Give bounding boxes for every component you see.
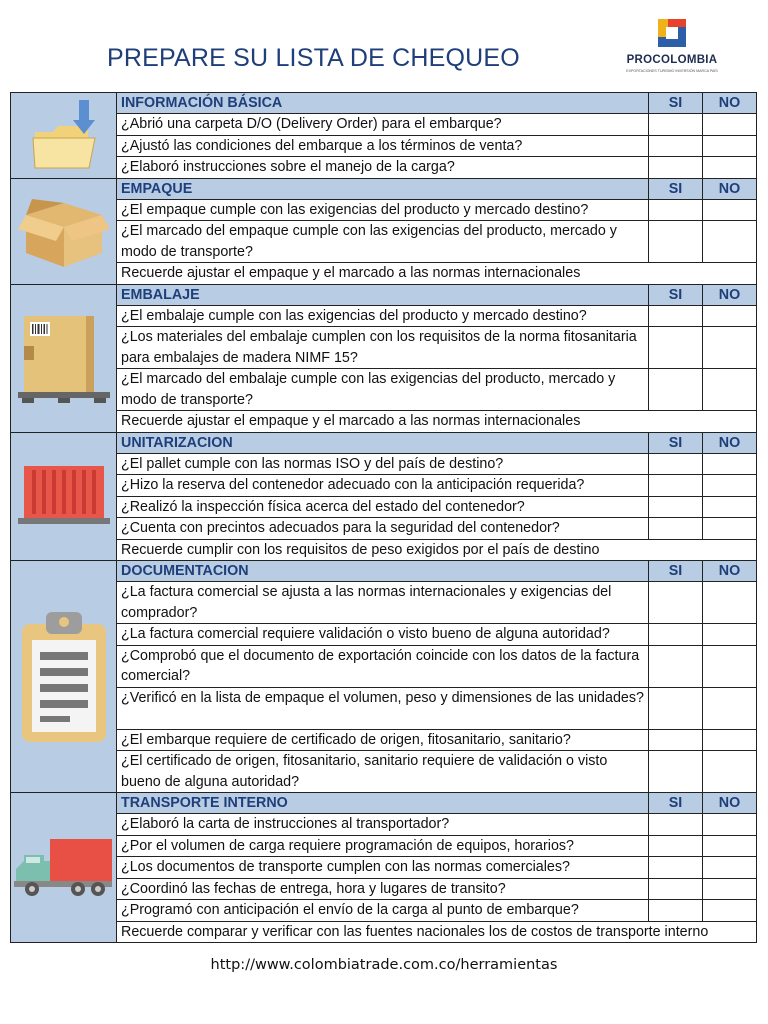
- si-checkbox-cell[interactable]: [649, 327, 703, 369]
- si-checkbox-cell[interactable]: [649, 751, 703, 793]
- question-row: [11, 221, 757, 263]
- si-checkbox-cell[interactable]: [649, 645, 703, 687]
- question-row: [11, 751, 757, 793]
- no-checkbox-cell[interactable]: [703, 135, 757, 157]
- si-column-header: SI: [649, 432, 703, 453]
- question-text: ¿Programó con anticipación el envío de la carga al punto de embarque?: [117, 900, 649, 922]
- no-column-header: NO: [703, 793, 757, 814]
- question-row: [11, 582, 757, 624]
- no-checkbox-cell[interactable]: [703, 835, 757, 857]
- section-header: [11, 561, 757, 582]
- question-text: ¿El certificado de origen, fitosanitario, sanitario requiere de validación o visto bueno de alguna autoridad?: [117, 751, 649, 793]
- section-header: [11, 793, 757, 814]
- question-text: ¿Abrió una carpeta D/O (Delivery Order) para el embarque?: [117, 114, 649, 136]
- section-title: INFORMACIÓN BÁSICA: [117, 93, 649, 114]
- si-checkbox-cell[interactable]: [649, 687, 703, 729]
- checklist-table: [10, 92, 757, 943]
- reminder-text: Recuerde cumplir con los requisitos de peso exigidos por el país de destino: [117, 539, 757, 561]
- si-checkbox-cell[interactable]: [649, 835, 703, 857]
- no-checkbox-cell[interactable]: [703, 729, 757, 751]
- no-column-header: NO: [703, 178, 757, 199]
- si-checkbox-cell[interactable]: [649, 814, 703, 836]
- section-title: EMBALAJE: [117, 284, 649, 305]
- si-checkbox-cell[interactable]: [649, 114, 703, 136]
- no-checkbox-cell[interactable]: [703, 369, 757, 411]
- no-checkbox-cell[interactable]: [703, 157, 757, 179]
- question-text: ¿Hizo la reserva del contenedor adecuado con la anticipación requerida?: [117, 475, 649, 497]
- question-row: [11, 645, 757, 687]
- question-row: [11, 900, 757, 922]
- reminder-row: [11, 921, 757, 943]
- reminder-row: [11, 263, 757, 285]
- question-text: ¿Ajustó las condiciones del embarque a los términos de venta?: [117, 135, 649, 157]
- si-checkbox-cell[interactable]: [649, 305, 703, 327]
- question-row: [11, 624, 757, 646]
- question-row: [11, 518, 757, 540]
- si-checkbox-cell[interactable]: [649, 157, 703, 179]
- si-column-header: SI: [649, 561, 703, 582]
- section-title: TRANSPORTE INTERNO: [117, 793, 649, 814]
- no-checkbox-cell[interactable]: [703, 645, 757, 687]
- question-row: [11, 835, 757, 857]
- question-text: ¿Los documentos de transporte cumplen con las normas comerciales?: [117, 857, 649, 879]
- procolombia-logo: [620, 17, 730, 77]
- no-checkbox-cell[interactable]: [703, 305, 757, 327]
- no-checkbox-cell[interactable]: [703, 857, 757, 879]
- question-text: ¿La factura comercial requiere validación o visto bueno de alguna autoridad?: [117, 624, 649, 646]
- question-row: [11, 305, 757, 327]
- question-row: [11, 729, 757, 751]
- no-checkbox-cell[interactable]: [703, 582, 757, 624]
- no-checkbox-cell[interactable]: [703, 475, 757, 497]
- no-column-header: NO: [703, 432, 757, 453]
- logo-tagline: EXPORTACIONES TURISMO INVERSIÓN MARCA PAÍS: [626, 69, 718, 73]
- section-title: EMPAQUE: [117, 178, 649, 199]
- no-checkbox-cell[interactable]: [703, 199, 757, 221]
- question-text: ¿Por el volumen de carga requiere programación de equipos, horarios?: [117, 835, 649, 857]
- open-box-icon: [11, 178, 117, 284]
- section-header: [11, 284, 757, 305]
- si-checkbox-cell[interactable]: [649, 475, 703, 497]
- question-row: [11, 114, 757, 136]
- question-row: [11, 453, 757, 475]
- question-text: ¿La factura comercial se ajusta a las normas internacionales y exigencias del comprador?: [117, 582, 649, 624]
- question-row: [11, 135, 757, 157]
- no-checkbox-cell[interactable]: [703, 327, 757, 369]
- question-row: [11, 687, 757, 729]
- no-checkbox-cell[interactable]: [703, 814, 757, 836]
- question-text: ¿Los materiales del embalaje cumplen con los requisitos de la norma fitosanitaria para embalajes de madera NIMF 15?: [117, 327, 649, 369]
- si-checkbox-cell[interactable]: [649, 369, 703, 411]
- si-checkbox-cell[interactable]: [649, 221, 703, 263]
- question-row: [11, 496, 757, 518]
- question-text: ¿Realizó la inspección física acerca del estado del contenedor?: [117, 496, 649, 518]
- question-text: ¿Comprobó que el documento de exportación coincide con los datos de la factura comercial?: [117, 645, 649, 687]
- procolombia-logo-icon: [656, 17, 688, 49]
- no-column-header: NO: [703, 284, 757, 305]
- reminder-text: Recuerde comparar y verificar con las fuentes nacionales los de costos de transporte interno: [117, 921, 757, 943]
- question-text: ¿El embarque requiere de certificado de origen, fitosanitario, sanitario?: [117, 729, 649, 751]
- si-checkbox-cell[interactable]: [649, 496, 703, 518]
- question-text: ¿Elaboró la carta de instrucciones al transportador?: [117, 814, 649, 836]
- question-text: ¿El empaque cumple con las exigencias del producto y mercado destino?: [117, 199, 649, 221]
- question-text: ¿Cuenta con precintos adecuados para la seguridad del contenedor?: [117, 518, 649, 540]
- no-checkbox-cell[interactable]: [703, 624, 757, 646]
- si-checkbox-cell[interactable]: [649, 857, 703, 879]
- question-text: ¿El pallet cumple con las normas ISO y del país de destino?: [117, 453, 649, 475]
- no-checkbox-cell[interactable]: [703, 687, 757, 729]
- question-row: [11, 878, 757, 900]
- question-text: ¿El marcado del empaque cumple con las exigencias del producto, mercado y modo de transporte?: [117, 221, 649, 263]
- shipping-container-icon: [11, 432, 117, 561]
- si-column-header: SI: [649, 793, 703, 814]
- section-header: [11, 93, 757, 114]
- si-checkbox-cell[interactable]: [649, 518, 703, 540]
- no-checkbox-cell[interactable]: [703, 221, 757, 263]
- si-checkbox-cell[interactable]: [649, 135, 703, 157]
- no-checkbox-cell[interactable]: [703, 900, 757, 922]
- question-row: [11, 475, 757, 497]
- si-checkbox-cell[interactable]: [649, 900, 703, 922]
- si-checkbox-cell[interactable]: [649, 582, 703, 624]
- no-column-header: NO: [703, 93, 757, 114]
- no-checkbox-cell[interactable]: [703, 518, 757, 540]
- page-title: PREPARE SU LISTA DE CHEQUEO: [107, 44, 520, 72]
- no-checkbox-cell[interactable]: [703, 496, 757, 518]
- question-row: [11, 327, 757, 369]
- question-row: [11, 369, 757, 411]
- no-checkbox-cell[interactable]: [703, 751, 757, 793]
- reminder-text: Recuerde ajustar el empaque y el marcado a las normas internacionales: [117, 411, 757, 433]
- question-row: [11, 814, 757, 836]
- no-checkbox-cell[interactable]: [703, 453, 757, 475]
- si-checkbox-cell[interactable]: [649, 199, 703, 221]
- si-checkbox-cell[interactable]: [649, 878, 703, 900]
- question-text: ¿El marcado del embalaje cumple con las exigencias del producto, mercado y modo de transporte?: [117, 369, 649, 411]
- clipboard-document-icon: [11, 561, 117, 793]
- question-row: [11, 199, 757, 221]
- si-checkbox-cell[interactable]: [649, 729, 703, 751]
- si-column-header: SI: [649, 284, 703, 305]
- section-header: [11, 432, 757, 453]
- si-column-header: SI: [649, 178, 703, 199]
- question-text: ¿El embalaje cumple con las exigencias del producto y mercado destino?: [117, 305, 649, 327]
- section-title: DOCUMENTACION: [117, 561, 649, 582]
- folder-download-icon: [11, 93, 117, 179]
- si-column-header: SI: [649, 93, 703, 114]
- question-text: ¿Elaboró instrucciones sobre el manejo de la carga?: [117, 157, 649, 179]
- si-checkbox-cell[interactable]: [649, 453, 703, 475]
- reminder-text: Recuerde ajustar el empaque y el marcado a las normas internacionales: [117, 263, 757, 285]
- footer-url: http://www.colombiatrade.com.co/herramientas: [210, 957, 558, 973]
- question-row: [11, 857, 757, 879]
- no-column-header: NO: [703, 561, 757, 582]
- si-checkbox-cell[interactable]: [649, 624, 703, 646]
- reminder-row: [11, 539, 757, 561]
- question-row: [11, 157, 757, 179]
- logo-wordmark: PROCOLOMBIA: [626, 54, 718, 66]
- section-header: [11, 178, 757, 199]
- no-checkbox-cell[interactable]: [703, 114, 757, 136]
- package-on-pallet-icon: [11, 284, 117, 432]
- reminder-row: [11, 411, 757, 433]
- no-checkbox-cell[interactable]: [703, 878, 757, 900]
- delivery-truck-icon: [11, 793, 117, 943]
- question-text: ¿Verificó en la lista de empaque el volumen, peso y dimensiones de las unidades?: [117, 687, 649, 729]
- section-title: UNITARIZACION: [117, 432, 649, 453]
- question-text: ¿Coordinó las fechas de entrega, hora y lugares de transito?: [117, 878, 649, 900]
